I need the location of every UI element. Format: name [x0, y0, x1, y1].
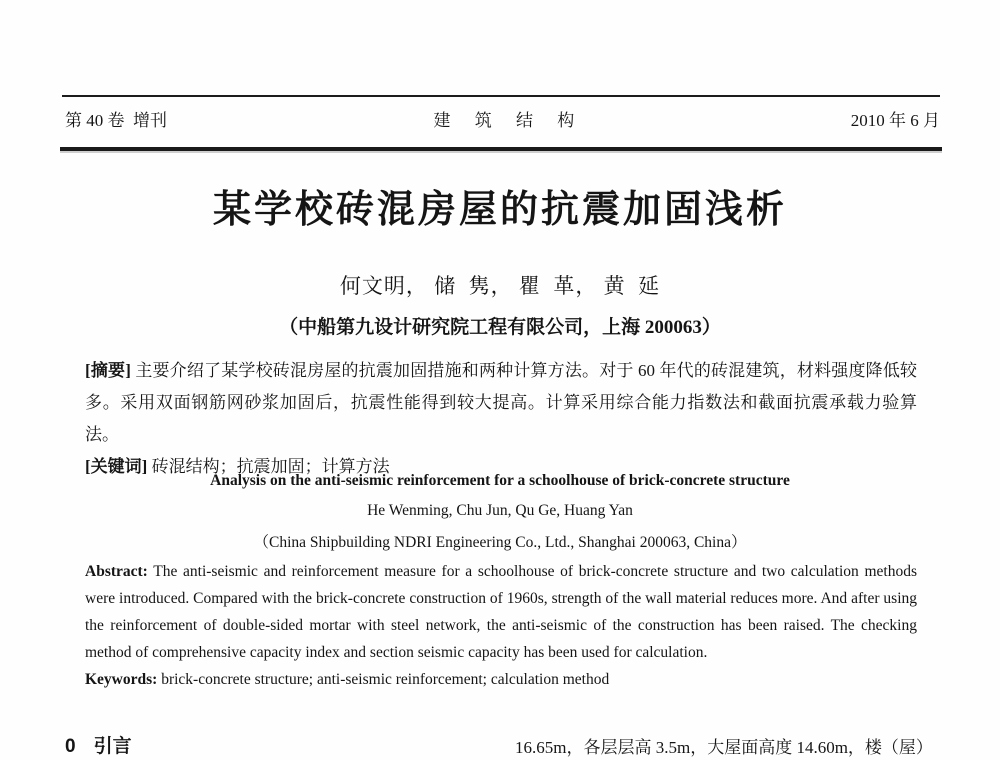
- keywords-en-text: brick-concrete structure; anti-seismic reinforcement; calculation method: [161, 671, 610, 688]
- abstract-cn-paragraph: [85, 355, 917, 451]
- issue-date: 2010 年 6 月: [850, 111, 940, 130]
- keywords-en-paragraph: [85, 666, 917, 693]
- abstract-block-cn: [85, 355, 917, 483]
- article-title-en: Analysis on the anti-seismic reinforcement for a schoolhouse of brick-concrete structure: [210, 472, 790, 489]
- keywords-en-label: Keywords:: [85, 671, 158, 688]
- affiliation-cn: （中船第九设计研究院工程有限公司，上海 200063）: [279, 317, 721, 338]
- abstract-en-label: Abstract:: [85, 563, 148, 580]
- journal-name: 建 筑 结 构: [433, 111, 585, 130]
- keywords-cn-text: 砖混结构；抗震加固；计算方法: [151, 457, 390, 476]
- article-title-cn: 某学校砖混房屋的抗震加固浅析: [212, 189, 787, 231]
- keywords-cn-label: [关键词]: [85, 457, 148, 476]
- section-number: 0: [65, 736, 76, 757]
- abstract-cn-label: [摘要]: [85, 361, 131, 380]
- abstract-en-paragraph: [85, 558, 917, 666]
- section-title: 引言: [93, 736, 132, 757]
- authors-cn: 何文明， 储 隽， 瞿 革， 黄 延: [339, 274, 661, 298]
- journal-running-head: [65, 106, 940, 131]
- header-bottom-rule: [60, 147, 942, 151]
- affiliation-en: （China Shipbuilding NDRI Engineering Co., Ltd., Shanghai 200063, China）: [253, 534, 747, 551]
- header-top-rule: [62, 95, 940, 97]
- authors-en: He Wenming, Chu Jun, Qu Ge, Huang Yan: [367, 502, 633, 519]
- right-column-body-line: 16.65m，各层层高 3.5m，大屋面高度 14.60m，楼（屋）: [515, 738, 933, 757]
- section-heading-introduction: [65, 731, 132, 758]
- abstract-block-en: [85, 558, 917, 693]
- abstract-en-text: The anti-seismic and reinforcement measure for a schoolhouse of brick-concrete structure and two calculation methods were introduced. Compared with the brick-concrete construction of 1960s, strength of the wall material reduces more. And after using the reinforcement of double-sided mortar with steel network, the anti-seismic of the construction has been raised. The checking method of comprehensive capacity index and section seismic capacity has been used for calculation.: [85, 563, 917, 661]
- abstract-cn-text: 主要介绍了某学校砖混房屋的抗震加固措施和两种计算方法。对于 60 年代的砖混建筑，材料强度降低较多。采用双面钢筋网砂浆加固后，抗震性能得到较大提高。计算采用综合能力指数法和截面抗震承载力验算法。: [85, 361, 918, 444]
- volume-issue: 第 40 卷 增刊: [65, 111, 167, 130]
